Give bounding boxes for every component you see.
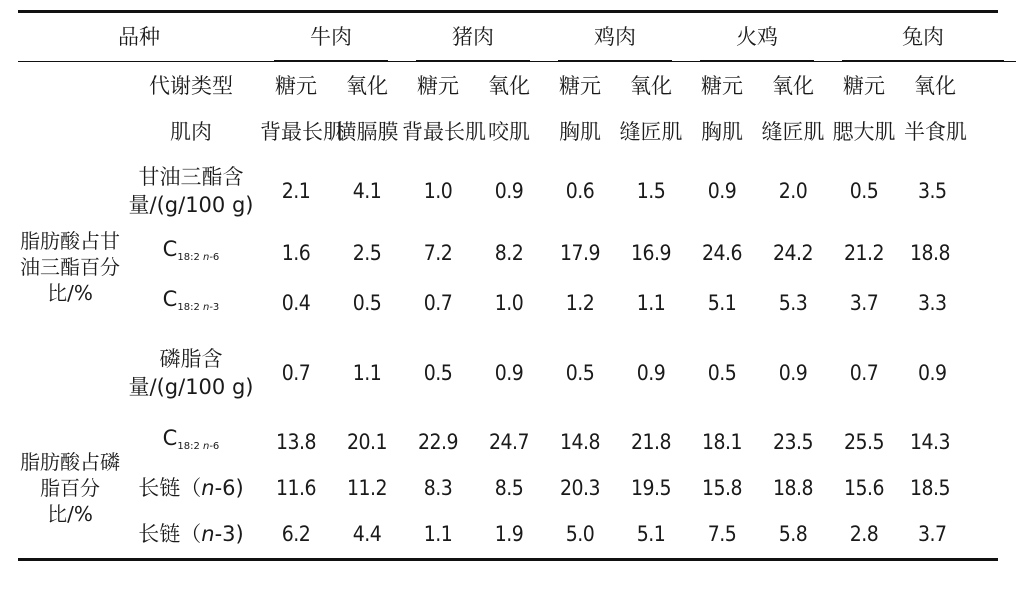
table-cell: 1.0 xyxy=(423,179,453,203)
table-cell: 3.5 xyxy=(918,179,947,203)
group-label: 脂肪酸占磷脂百分比/% xyxy=(20,450,120,526)
table-cell: 1.1 xyxy=(636,291,666,315)
table-cell: 2.1 xyxy=(281,179,311,203)
empty-cell xyxy=(18,328,122,418)
muscle-name: 缝匠肌 xyxy=(619,120,683,144)
table-row xyxy=(18,466,1016,510)
table-cell: 5.1 xyxy=(636,522,666,546)
species-label: 兔肉 xyxy=(902,25,944,49)
table-cell: 0.9 xyxy=(494,361,524,385)
muscle-name: 背最长肌 xyxy=(260,120,344,144)
fatty-acid-table-wrapper xyxy=(18,10,998,561)
metabolism-type: 糖元 xyxy=(701,74,743,98)
table-cell: 1.2 xyxy=(565,291,595,315)
table-row xyxy=(18,510,1016,558)
row-label: $C_{18:2 n-6}$ xyxy=(162,236,220,263)
table-cell: 18.1 xyxy=(701,430,743,454)
table-cell: 0.9 xyxy=(636,361,666,385)
table-cell: 0.5 xyxy=(565,361,595,385)
empty-cell xyxy=(18,110,122,154)
row-label: $C_{18:2 n-6}$ xyxy=(162,425,220,452)
table-cell: 6.2 xyxy=(281,522,311,546)
table-cell: 1.0 xyxy=(494,291,524,315)
table-row xyxy=(18,154,1016,228)
table-cell: 4.4 xyxy=(352,522,382,546)
metabolism-type: 氧化 xyxy=(914,74,956,98)
table-cell: 5.8 xyxy=(778,522,808,546)
table-cell: 0.5 xyxy=(849,179,879,203)
table-cell: 5.3 xyxy=(778,291,808,315)
table-cell: 5.1 xyxy=(707,291,737,315)
table-cell: 1.6 xyxy=(281,241,311,265)
table-cell: 15.6 xyxy=(843,476,885,500)
table-cell: 0.7 xyxy=(849,361,879,385)
species-underline xyxy=(558,60,672,61)
muscle-name: 腮大肌 xyxy=(832,120,896,144)
table-cell: 1.1 xyxy=(423,522,453,546)
bottom-rule xyxy=(18,558,998,561)
table-cell: 4.1 xyxy=(352,179,382,203)
table-cell: 8.5 xyxy=(494,476,524,500)
table-cell: 0.9 xyxy=(778,361,808,385)
muscle-row xyxy=(18,110,1016,154)
table-cell: 3.3 xyxy=(918,291,947,315)
metabolism-label: 代谢类型 xyxy=(149,74,233,98)
empty-cell xyxy=(18,62,122,110)
table-cell: 7.2 xyxy=(423,241,453,265)
table-cell: 2.8 xyxy=(849,522,879,546)
table-cell: 0.5 xyxy=(423,361,453,385)
row-label: 长链（n-6) xyxy=(138,476,244,500)
table-cell: 3.7 xyxy=(918,522,947,546)
metabolism-type: 氧化 xyxy=(488,74,530,98)
metabolism-type: 糖元 xyxy=(559,74,601,98)
table-cell: 3.7 xyxy=(849,291,879,315)
species-underline xyxy=(700,60,814,61)
table-cell: 2.0 xyxy=(778,179,808,203)
table-cell: 22.9 xyxy=(417,430,459,454)
row-label: $C_{18:2 n-3}$ xyxy=(162,286,220,313)
muscle-label: 肌肉 xyxy=(170,120,212,144)
table-cell: 0.4 xyxy=(281,291,311,315)
table-cell: 23.5 xyxy=(772,430,814,454)
species-header xyxy=(260,13,402,61)
table-cell: 0.9 xyxy=(494,179,524,203)
muscle-name: 半食肌 xyxy=(904,120,967,144)
table-cell: 1.9 xyxy=(494,522,524,546)
fatty-acid-table xyxy=(18,13,1016,558)
table-cell: 0.5 xyxy=(707,361,737,385)
table-row xyxy=(18,228,1016,278)
table-cell: 2.5 xyxy=(352,241,382,265)
table-cell: 11.6 xyxy=(275,476,317,500)
table-cell: 8.3 xyxy=(423,476,453,500)
table-cell: 14.8 xyxy=(559,430,601,454)
species-label: 鸡肉 xyxy=(594,25,636,49)
table-row xyxy=(18,418,1016,466)
metabolism-type: 糖元 xyxy=(843,74,885,98)
species-header xyxy=(402,13,544,61)
metabolism-type: 氧化 xyxy=(346,74,388,98)
row-label: 长链（n-3) xyxy=(138,522,244,546)
metabolism-type: 氧化 xyxy=(630,74,672,98)
corner-header: 品种 xyxy=(118,25,160,49)
metabolism-row xyxy=(18,62,1016,110)
table-cell: 15.8 xyxy=(701,476,743,500)
table-cell: 11.2 xyxy=(346,476,388,500)
table-cell: 21.8 xyxy=(630,430,672,454)
table-cell: 16.9 xyxy=(630,241,672,265)
species-header xyxy=(686,13,828,61)
table-cell: 13.8 xyxy=(275,430,317,454)
table-cell: 24.7 xyxy=(488,430,530,454)
metabolism-type: 糖元 xyxy=(275,74,317,98)
table-cell: 8.2 xyxy=(494,241,524,265)
species-underline xyxy=(274,60,388,61)
table-cell: 1.5 xyxy=(636,179,666,203)
muscle-name: 胸肌 xyxy=(701,120,743,144)
table-cell: 0.9 xyxy=(918,361,947,385)
species-underline xyxy=(416,60,530,61)
metabolism-type: 氧化 xyxy=(772,74,814,98)
table-cell: 20.3 xyxy=(559,476,601,500)
species-header xyxy=(544,13,686,61)
table-cell: 5.0 xyxy=(565,522,595,546)
metabolism-type: 糖元 xyxy=(417,74,459,98)
muscle-name: 咬肌 xyxy=(488,120,530,144)
table-cell: 0.6 xyxy=(565,179,595,203)
table-cell: 18.5 xyxy=(910,476,951,500)
table-cell: 1.1 xyxy=(352,361,382,385)
table-cell: 0.7 xyxy=(281,361,311,385)
species-label: 火鸡 xyxy=(736,25,778,49)
table-cell: 0.9 xyxy=(707,179,737,203)
row-label: 甘油三酯含量/(g/100 g) xyxy=(128,165,254,217)
row-label: 磷脂含量/(g/100 g) xyxy=(128,347,254,399)
empty-cell xyxy=(18,154,122,228)
table-cell: 21.2 xyxy=(843,241,885,265)
species-label: 牛肉 xyxy=(310,25,352,49)
table-cell: 19.5 xyxy=(630,476,672,500)
table-row xyxy=(18,328,1016,418)
muscle-name: 缝匠肌 xyxy=(761,120,825,144)
table-cell: 7.5 xyxy=(707,522,737,546)
table-cell: 25.5 xyxy=(843,430,885,454)
table-cell: 20.1 xyxy=(346,430,388,454)
table-cell: 14.3 xyxy=(910,430,951,454)
table-row xyxy=(18,278,1016,328)
table-cell: 24.2 xyxy=(772,241,814,265)
species-header-row xyxy=(18,13,1016,61)
table-cell: 24.6 xyxy=(701,241,743,265)
group-label: 脂肪酸占甘油三酯百分比/% xyxy=(20,229,120,305)
species-underline xyxy=(842,60,1004,61)
muscle-name: 背最长肌 xyxy=(402,120,486,144)
table-cell: 18.8 xyxy=(910,241,951,265)
table-cell: 0.7 xyxy=(423,291,453,315)
muscle-name: 胸肌 xyxy=(559,120,601,144)
table-cell: 0.5 xyxy=(352,291,382,315)
table-cell: 18.8 xyxy=(772,476,814,500)
species-label: 猪肉 xyxy=(452,25,494,49)
muscle-name: 横膈膜 xyxy=(335,120,399,144)
table-cell: 17.9 xyxy=(559,241,601,265)
species-header xyxy=(828,13,1016,61)
